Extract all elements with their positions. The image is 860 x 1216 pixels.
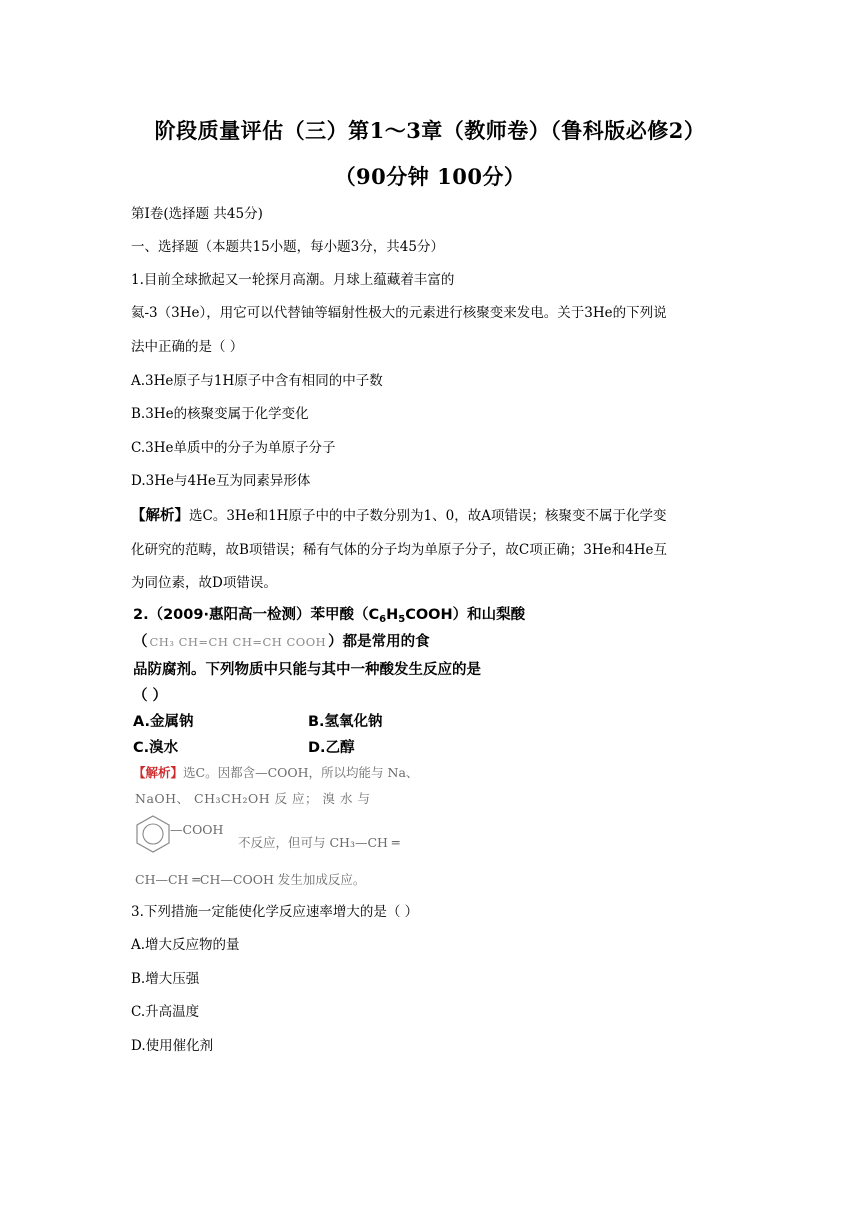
q2-analysis-line1: 【解析】选C。因都含—COOH，所以均能与 Na、	[133, 765, 419, 780]
q3-option-b: B.增大压强	[131, 971, 200, 987]
q1-analysis-line1	[131, 507, 666, 525]
q3-stem: 3.下列措施一定能使化学反应速率增大的是（ ）	[131, 904, 419, 920]
q2-option-b: B.氢氧化钠	[308, 714, 383, 730]
q3-option-d: D.使用催化剂	[131, 1038, 214, 1054]
q2-option-d: D.乙醇	[308, 740, 355, 756]
q2-stem-line2: （ CH₃ CH=CH CH=CH COOH ）都是常用的食	[133, 634, 430, 650]
q2-analysis-line4: CH—CH ═CH—COOH 发生加成反应。	[135, 872, 366, 887]
sorbic-acid-formula: CH₃ CH=CH CH=CH COOH	[149, 635, 327, 649]
q2-option-c: C.溴水	[133, 740, 179, 756]
q1-stem-line3: 法中正确的是（ ）	[131, 339, 244, 355]
q1-option-d: D.3He与4He互为同素异形体	[131, 473, 311, 489]
q2-analysis-line3: 不反应，但可与 CH₃—CH ═	[238, 835, 400, 850]
document-subtitle: （90分钟 100分）	[334, 164, 526, 189]
q3-option-c: C.升高温度	[131, 1004, 200, 1020]
q2-analysis-line2: NaOH、 CH₃CH₂OH 反 应； 溴 水 与	[135, 791, 371, 806]
q1-stem-line2: 氦-3（3He），用它可以代替铀等辐射性极大的元素进行核聚变来发电。关于3He的下列说	[131, 305, 667, 321]
document-title: 阶段质量评估（三）第1～3章（教师卷）（鲁科版必修2）	[154, 118, 706, 143]
section-heading: 一、选择题（本题共15小题，每小题3分，共45分）	[131, 239, 444, 255]
q3-option-a: A.增大反应物的量	[131, 937, 240, 953]
benzene-cooh-label: —COOH	[170, 822, 224, 837]
q1-analysis-label: 【解析】	[131, 508, 189, 524]
q1-option-a: A.3He原子与1H原子中含有相同的中子数	[131, 373, 383, 389]
q1-analysis-text: 选C。3He和1H原子中的中子数分别为1、0，故A项错误；核聚变不属于化学变	[189, 508, 667, 524]
q2-analysis-label: 【解析】	[133, 765, 184, 780]
volume-heading: 第Ⅰ卷(选择题 共45分)	[131, 206, 263, 222]
q2-option-a: A.金属钠	[133, 714, 194, 730]
q2-stem-line1: 2.（2009·惠阳高一检测）苯甲酸$(C_6H_5COOH)$和山梨酸	[133, 607, 526, 625]
q1-analysis-line2: 化研究的范畴，故B项错误；稀有气体的分子均为单原子分子，故C项正确；3He和4He互	[131, 542, 667, 558]
q2-stem-line3: 品防腐剂。下列物质中只能与其中一种酸发生反应的是	[133, 662, 481, 678]
q2-stem-line4: （ ）	[133, 688, 168, 704]
q1-option-b: B.3He的核聚变属于化学变化	[131, 406, 309, 422]
q1-stem-line1: 1.目前全球掀起又一轮探月高潮。月球上蕴藏着丰富的	[131, 272, 455, 288]
q1-option-c: C.3He单质中的分子为单原子分子	[131, 440, 336, 456]
q1-analysis-line3: 为同位素，故D项错误。	[131, 575, 277, 591]
